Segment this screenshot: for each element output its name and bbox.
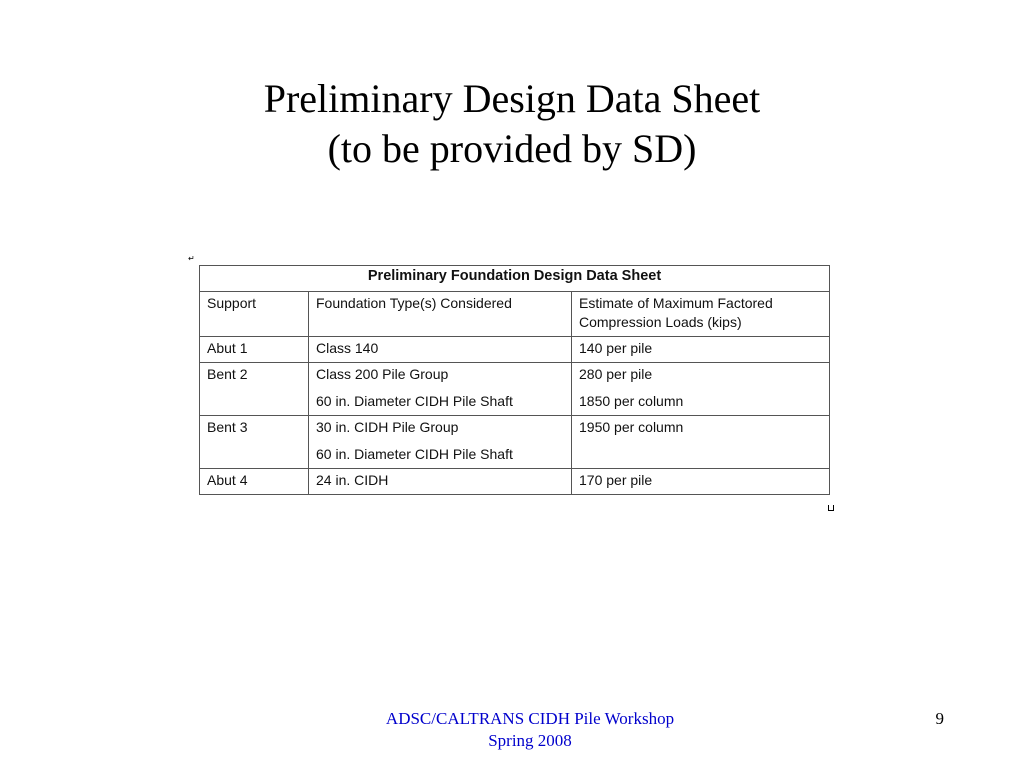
foundation-type-text: Class 140 <box>316 340 379 356</box>
load-text: 1950 per column <box>579 419 684 435</box>
support-cell: Abut 4 <box>200 469 309 495</box>
load-cell <box>572 363 830 416</box>
support-cell: Bent 3 <box>200 416 309 469</box>
table-end-mark-icon <box>828 505 834 511</box>
table-caption-row <box>200 266 830 292</box>
slide-footer <box>0 708 1024 752</box>
load-cell <box>572 469 830 495</box>
footer-workshop-title: ADSC/CALTRANS CIDH Pile Workshop <box>385 709 675 728</box>
foundation-type-text: Class 200 Pile Group <box>316 366 449 382</box>
load-text: 140 per pile <box>579 340 653 356</box>
table-row <box>200 337 830 363</box>
slide-title <box>0 74 1024 174</box>
load-cell <box>572 416 830 469</box>
foundation-type-text: 60 in. Diameter CIDH Pile Shaft <box>316 393 513 409</box>
support-cell: Abut 1 <box>200 337 309 363</box>
slide-title-line-2: (to be provided by SD) <box>327 126 697 171</box>
column-header-foundation-type: Foundation Type(s) Considered <box>309 292 572 337</box>
slide-title-line-1: Preliminary Design Data Sheet <box>263 76 761 121</box>
foundation-type-text: 30 in. CIDH Pile Group <box>316 419 459 435</box>
load-text: 170 per pile <box>579 472 653 488</box>
table-caption: Preliminary Foundation Design Data Sheet <box>200 266 830 292</box>
page-number: 9 <box>935 709 944 728</box>
load-text: 280 per pile <box>579 366 653 382</box>
column-header-max-load: Estimate of Maximum Factored Compression Loads (kips) <box>572 292 830 337</box>
foundation-type-text: 24 in. CIDH <box>316 472 389 488</box>
table-row <box>200 469 830 495</box>
column-header-support: Support <box>200 292 309 337</box>
support-cell: Bent 2 <box>200 363 309 416</box>
foundation-type-cell <box>309 469 572 495</box>
foundation-data-table <box>199 265 830 495</box>
foundation-type-cell <box>309 363 572 416</box>
footer-date: Spring 2008 <box>488 731 572 750</box>
foundation-type-cell <box>309 337 572 363</box>
foundation-type-cell <box>309 416 572 469</box>
table-anchor-icon: ↵ <box>188 254 195 263</box>
load-text: 1850 per column <box>579 393 684 409</box>
foundation-type-text: 60 in. Diameter CIDH Pile Shaft <box>316 446 513 462</box>
table-header-row <box>200 292 830 337</box>
load-cell <box>572 337 830 363</box>
table-row <box>200 416 830 469</box>
table-row <box>200 363 830 416</box>
